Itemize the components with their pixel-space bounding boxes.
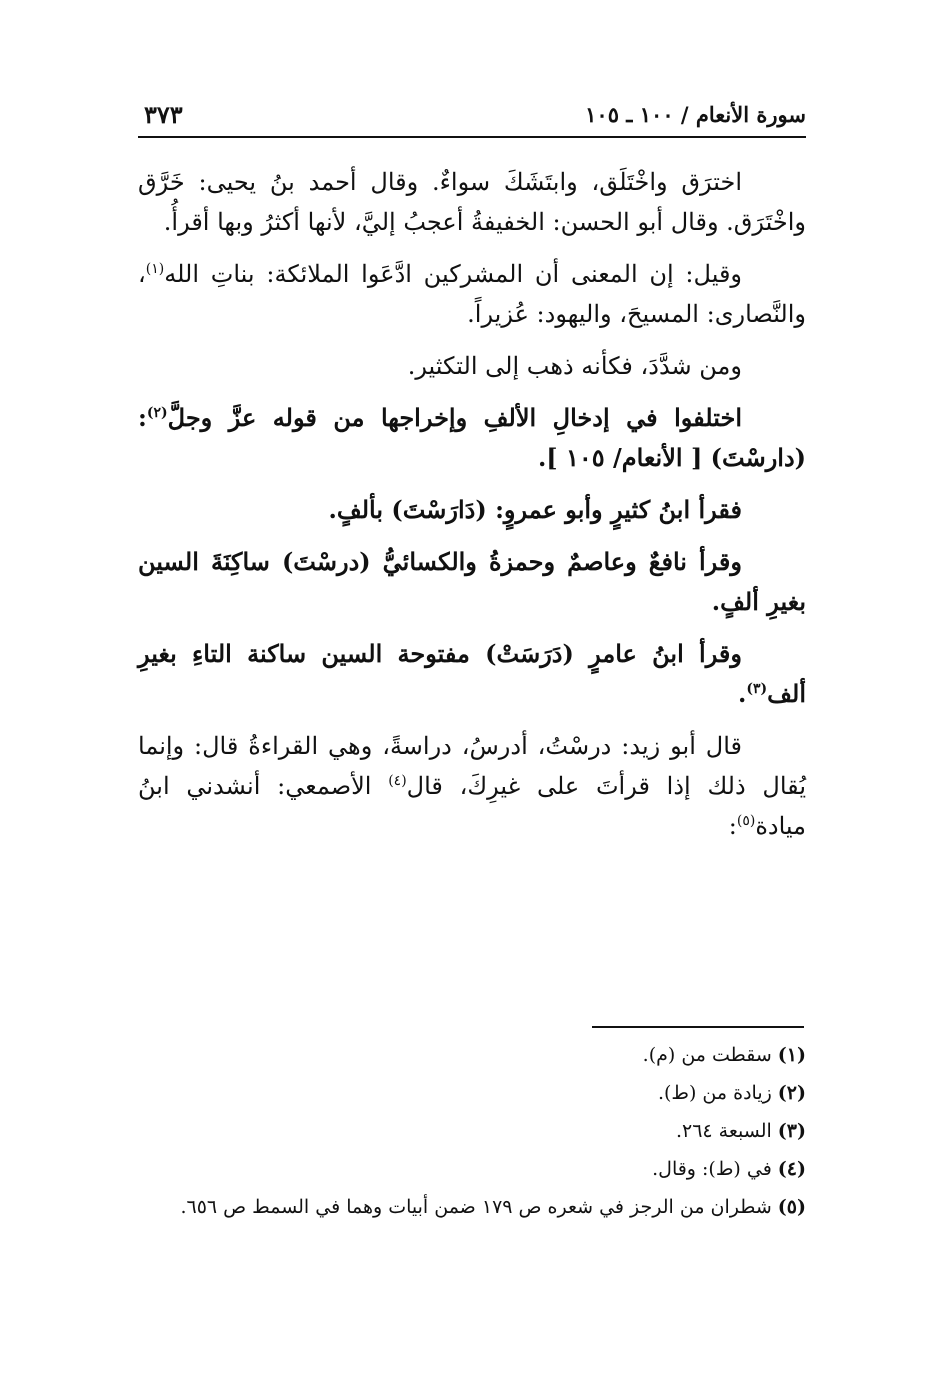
footnote-text: السبعة ٢٦٤.	[675, 1120, 772, 1142]
footnote-separator	[592, 1026, 804, 1028]
paragraph-text: .	[738, 679, 747, 708]
paragraph-text: وقيل: إن المعنى أن المشركين ادَّعَوا الملائكة: بناتِ الله	[164, 260, 742, 288]
page-header	[138, 96, 806, 138]
paragraph-text: ومن شدَّدَ، فكأنه ذهب إلى التكثير.	[407, 352, 742, 380]
footnote-text: في (ط): وقال.	[652, 1158, 772, 1180]
paragraph-text: وقرأ نافعٌ وعاصمٌ وحمزةُ والكسائيُّ (درسْتَ) ساكِنَةَ السين بغيرِ ألفٍ.	[138, 547, 806, 616]
page-number: ٣٧٣	[144, 100, 183, 129]
paragraph-text: فقرأ ابنُ كثيرٍ وأبو عمروٍ: (دَارَسْتَ) بألفٍ.	[328, 495, 742, 524]
footnote-text: سقطت من (م).	[642, 1044, 772, 1066]
footnote-ref: (١)	[145, 261, 165, 277]
paragraph-text: اختلفوا في إدخالِ الألفِ وإخراجها من قوله عزَّ وجلَّ	[167, 403, 742, 432]
paragraph-text: : (دارسْتَ) [ الأنعام/ ١٠٥ ].	[138, 403, 806, 472]
footnote-marker: (٣)	[777, 1120, 806, 1142]
paragraph-2	[138, 254, 806, 334]
footnote-ref: (٢)	[146, 405, 168, 421]
footnote-text: زيادة من (ط).	[657, 1082, 772, 1104]
paragraph-text: :	[728, 812, 737, 840]
paragraph-4	[138, 398, 806, 478]
paragraph-text: وقرأ ابنُ عامرٍ (دَرَسَتْ) مفتوحة السين ساكنة التاءِ بغيرِ ألف	[138, 639, 806, 708]
paragraph-text: الأصمعي: أنشدني ابنُ ميادة	[138, 772, 806, 840]
footnote-item	[138, 1152, 806, 1186]
paragraph-text: قال أبو زيد: درسْتُ، أدرسُ، دراسةً، وهي القراءةُ قال: وإنما يُقال ذلك إذا قرأتَ على غيرِكَ، قال	[138, 732, 806, 800]
footnote-item	[138, 1114, 806, 1148]
main-text	[138, 162, 806, 858]
footnote-item	[138, 1190, 806, 1224]
footnote-ref: (٥)	[736, 813, 756, 829]
footnote-marker: (٢)	[777, 1082, 806, 1104]
footnote-marker: (٥)	[777, 1196, 806, 1218]
footnote-marker: (٤)	[777, 1158, 806, 1180]
footnote-item	[138, 1038, 806, 1072]
running-title: سورة الأنعام / ١٠٠ ـ ١٠٥	[585, 102, 806, 127]
paragraph-3	[138, 346, 806, 386]
paragraph-text: ، والنَّصارى: المسيحَ، واليهود: عُزيراً.	[138, 260, 806, 328]
footnote-item	[138, 1076, 806, 1110]
paragraph-7	[138, 634, 806, 714]
footnote-ref: (٤)	[388, 773, 407, 789]
paragraph-5	[138, 490, 806, 530]
paragraph-text: اخترَق واخْتَلَق، وابتَشَكَ سواءٌ. وقال أحمد بنُ يحيى: خَرَّق واخْتَرَق. وقال أبو الحسن: الخفيفةُ أعجبُ إليَّ، لأنها أكثرُ وبها أقرأُ.	[138, 168, 806, 236]
paragraph-6	[138, 542, 806, 622]
paragraph-1	[138, 162, 806, 242]
footnote-text: شطران من الرجز في شعره ص ١٧٩ ضمن أبيات وهما في السمط ص ٦٥٦.	[180, 1196, 772, 1218]
footnote-marker: (١)	[777, 1044, 806, 1066]
footnote-ref: (٣)	[746, 681, 768, 697]
footnotes	[138, 1038, 806, 1228]
paragraph-8	[138, 726, 806, 846]
